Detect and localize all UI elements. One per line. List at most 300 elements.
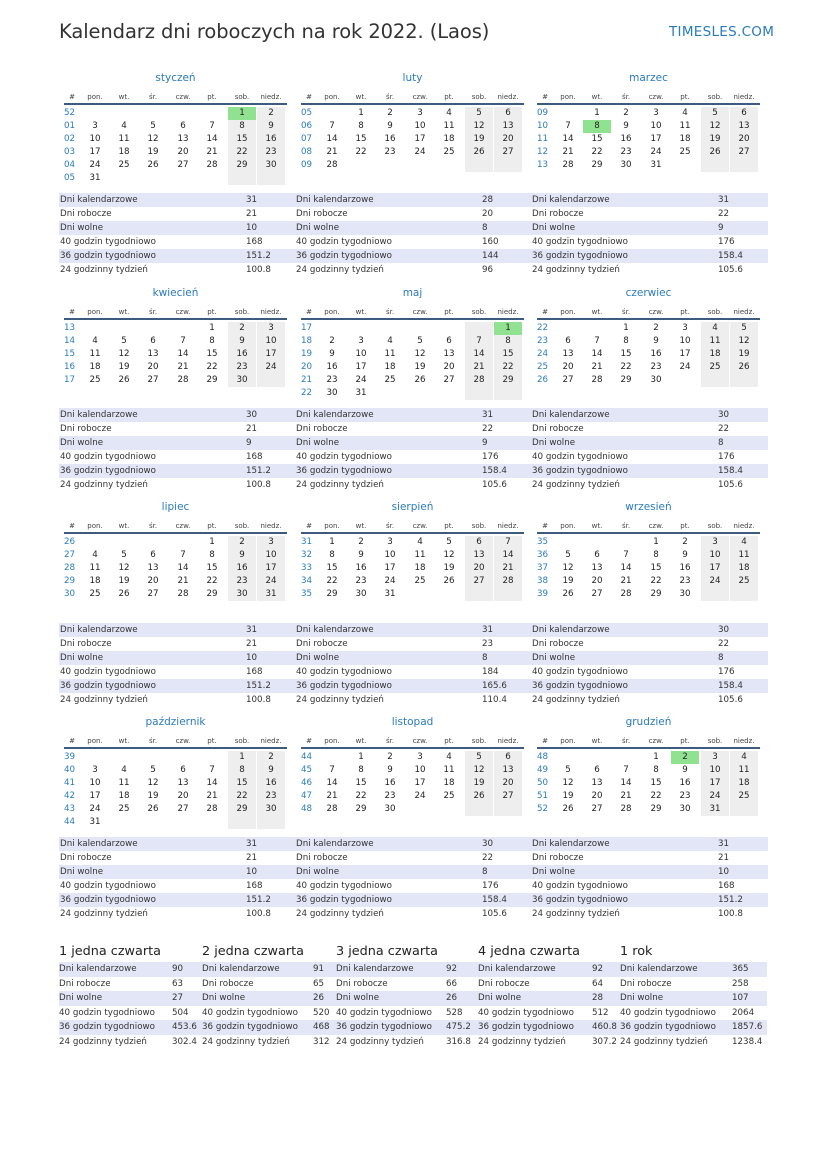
day-cell[interactable]: 6: [446, 336, 452, 346]
day-cell[interactable]: 11: [679, 121, 691, 131]
day-cell[interactable]: 4: [730, 536, 758, 549]
day-cell[interactable]: 24: [355, 375, 367, 385]
day-cell[interactable]: 21: [177, 576, 189, 586]
day-cell[interactable]: 4: [121, 765, 127, 775]
day-cell[interactable]: 5: [465, 751, 493, 764]
day-cell[interactable]: 26: [730, 361, 758, 374]
day-cell[interactable]: 3: [653, 108, 659, 118]
day-cell[interactable]: 21: [206, 791, 218, 801]
day-cell[interactable]: 2: [682, 537, 688, 547]
day-cell[interactable]: 25: [89, 589, 101, 599]
day-cell[interactable]: 29: [326, 589, 338, 599]
day-cell[interactable]: 27: [177, 160, 189, 170]
day-cell[interactable]: 28: [494, 575, 522, 588]
day-cell[interactable]: 4: [682, 108, 688, 118]
day-cell[interactable]: 30: [228, 588, 256, 601]
day-cell[interactable]: 22: [494, 361, 522, 374]
day-cell[interactable]: 20: [177, 791, 189, 801]
day-cell[interactable]: 24: [414, 147, 426, 157]
day-cell[interactable]: 24: [384, 576, 396, 586]
day-cell[interactable]: 28: [326, 804, 338, 814]
day-cell[interactable]: 21: [620, 576, 632, 586]
day-cell[interactable]: 21: [591, 362, 603, 372]
day-cell[interactable]: 23: [384, 147, 396, 157]
day-cell[interactable]: 9: [387, 121, 393, 131]
day-cell[interactable]: 5: [565, 765, 571, 775]
day-cell[interactable]: 28: [620, 589, 632, 599]
day-cell[interactable]: 21: [494, 562, 522, 575]
day-cell[interactable]: 19: [147, 147, 159, 157]
day-cell[interactable]: 17: [89, 147, 101, 157]
day-cell[interactable]: 13: [465, 549, 493, 562]
day-cell[interactable]: 1: [358, 108, 364, 118]
day-cell[interactable]: 14: [620, 778, 632, 788]
day-cell[interactable]: 11: [118, 134, 130, 144]
day-cell[interactable]: 1: [358, 752, 364, 762]
day-cell[interactable]: 24: [679, 362, 691, 372]
day-cell[interactable]: 13: [177, 134, 189, 144]
day-cell[interactable]: 14: [494, 549, 522, 562]
day-cell[interactable]: 26: [118, 375, 130, 385]
day-cell[interactable]: 31: [89, 817, 101, 827]
day-cell[interactable]: 11: [414, 550, 426, 560]
day-cell[interactable]: 8: [228, 120, 256, 133]
day-cell[interactable]: 25: [730, 575, 758, 588]
day-cell[interactable]: 14: [591, 349, 603, 359]
day-cell[interactable]: 20: [494, 133, 522, 146]
day-cell[interactable]: 6: [494, 751, 522, 764]
day-cell[interactable]: 20: [443, 362, 455, 372]
day-cell[interactable]: 25: [701, 361, 729, 374]
day-cell[interactable]: 19: [465, 777, 493, 790]
day-cell[interactable]: 18: [730, 777, 758, 790]
day-cell[interactable]: 25: [384, 375, 396, 385]
day-cell[interactable]: 6: [494, 107, 522, 120]
day-cell[interactable]: 12: [414, 349, 426, 359]
day-cell[interactable]: 11: [443, 765, 455, 775]
day-cell[interactable]: 31: [355, 388, 367, 398]
day-cell[interactable]: 22: [650, 791, 662, 801]
day-cell[interactable]: 2: [329, 336, 335, 346]
day-cell[interactable]: 22: [355, 791, 367, 801]
day-cell[interactable]: 8: [329, 550, 335, 560]
day-cell[interactable]: 21: [620, 791, 632, 801]
day-cell[interactable]: 19: [414, 362, 426, 372]
day-cell[interactable]: 15: [355, 778, 367, 788]
day-cell[interactable]: 21: [326, 147, 338, 157]
day-cell[interactable]: 26: [701, 146, 729, 159]
day-cell[interactable]: 1: [209, 323, 215, 333]
day-cell[interactable]: 10: [89, 778, 101, 788]
day-cell[interactable]: 8: [209, 550, 215, 560]
day-cell[interactable]: 15: [650, 778, 662, 788]
day-cell[interactable]: 2: [257, 107, 285, 120]
day-cell[interactable]: 9: [358, 550, 364, 560]
day-cell[interactable]: 23: [355, 576, 367, 586]
day-cell[interactable]: 2: [228, 322, 256, 335]
day-cell[interactable]: 10: [701, 764, 729, 777]
day-cell[interactable]: 30: [257, 159, 285, 172]
day-cell[interactable]: 24: [257, 575, 285, 588]
day-cell[interactable]: 6: [150, 550, 156, 560]
day-cell[interactable]: 3: [358, 336, 364, 346]
day-cell[interactable]: 8: [228, 764, 256, 777]
day-cell[interactable]: 1: [329, 537, 335, 547]
day-cell[interactable]: 4: [446, 108, 452, 118]
day-cell[interactable]: 18: [730, 562, 758, 575]
day-cell[interactable]: 23: [326, 375, 338, 385]
day-cell[interactable]: 26: [562, 804, 574, 814]
day-cell[interactable]: 27: [591, 589, 603, 599]
day-cell[interactable]: 28: [326, 160, 338, 170]
day-cell[interactable]: 4: [387, 336, 393, 346]
day-cell[interactable]: 21: [326, 791, 338, 801]
day-cell[interactable]: 9: [257, 764, 285, 777]
day-cell[interactable]: 13: [730, 120, 758, 133]
day-cell[interactable]: 3: [701, 536, 729, 549]
day-cell[interactable]: 27: [147, 589, 159, 599]
day-cell[interactable]: 31: [650, 160, 662, 170]
day-cell[interactable]: 26: [147, 804, 159, 814]
day-cell[interactable]: 16: [326, 362, 338, 372]
day-cell[interactable]: 12: [465, 120, 493, 133]
day-cell[interactable]: 14: [562, 134, 574, 144]
day-cell[interactable]: 12: [562, 563, 574, 573]
day-cell[interactable]: 14: [177, 563, 189, 573]
day-cell[interactable]: 17: [384, 563, 396, 573]
day-cell[interactable]: 26: [147, 160, 159, 170]
day-cell[interactable]: 19: [443, 563, 455, 573]
day-cell[interactable]: 13: [147, 349, 159, 359]
day-cell[interactable]: 10: [414, 765, 426, 775]
day-cell[interactable]: 5: [701, 107, 729, 120]
day-cell[interactable]: 27: [730, 146, 758, 159]
day-cell[interactable]: 18: [118, 147, 130, 157]
day-cell[interactable]: 4: [701, 322, 729, 335]
day-cell[interactable]: 4: [730, 751, 758, 764]
day-cell[interactable]: 24: [701, 575, 729, 588]
day-cell[interactable]: 6: [594, 765, 600, 775]
day-cell[interactable]: 19: [118, 576, 130, 586]
day-cell[interactable]: 10: [257, 549, 285, 562]
day-cell[interactable]: 7: [209, 121, 215, 131]
day-cell[interactable]: 7: [623, 550, 629, 560]
day-cell[interactable]: 28: [562, 160, 574, 170]
day-cell[interactable]: 17: [650, 134, 662, 144]
day-cell[interactable]: 14: [206, 134, 218, 144]
day-cell[interactable]: 17: [701, 562, 729, 575]
day-cell[interactable]: 23: [257, 790, 285, 803]
day-cell[interactable]: 1: [653, 752, 659, 762]
day-cell[interactable]: 4: [121, 121, 127, 131]
day-cell[interactable]: 14: [465, 348, 493, 361]
day-cell[interactable]: 5: [121, 336, 127, 346]
day-cell[interactable]: 30: [679, 804, 691, 814]
day-cell[interactable]: 15: [355, 134, 367, 144]
day-cell[interactable]: 29: [206, 589, 218, 599]
day-cell[interactable]: 6: [180, 121, 186, 131]
day-cell[interactable]: 10: [355, 349, 367, 359]
day-cell[interactable]: 18: [414, 563, 426, 573]
day-cell[interactable]: 17: [414, 778, 426, 788]
day-cell[interactable]: 10: [257, 335, 285, 348]
day-cell[interactable]: 13: [562, 349, 574, 359]
day-cell[interactable]: 23: [620, 147, 632, 157]
day-cell[interactable]: 9: [682, 765, 688, 775]
day-cell[interactable]: 22: [650, 576, 662, 586]
day-cell[interactable]: 26: [443, 576, 455, 586]
day-cell[interactable]: 7: [329, 121, 335, 131]
day-cell[interactable]: 8: [209, 336, 215, 346]
day-cell[interactable]: 1: [623, 323, 629, 333]
day-cell[interactable]: 8: [494, 335, 522, 348]
day-cell[interactable]: 6: [150, 336, 156, 346]
day-cell[interactable]: 2: [387, 108, 393, 118]
day-cell[interactable]: 22: [206, 362, 218, 372]
day-cell[interactable]: 11: [384, 349, 396, 359]
day-cell[interactable]: 17: [257, 348, 285, 361]
day-cell[interactable]: 11: [89, 349, 101, 359]
day-cell[interactable]: 9: [257, 120, 285, 133]
day-cell[interactable]: 12: [118, 563, 130, 573]
day-cell[interactable]: 19: [562, 576, 574, 586]
day-cell[interactable]: 31: [89, 173, 101, 183]
day-cell[interactable]: 22: [591, 147, 603, 157]
day-cell[interactable]: 30: [355, 589, 367, 599]
day-cell[interactable]: 1: [228, 751, 256, 764]
day-cell[interactable]: 17: [701, 777, 729, 790]
day-cell[interactable]: 23: [679, 576, 691, 586]
day-cell[interactable]: 29: [650, 804, 662, 814]
day-cell[interactable]: 5: [150, 121, 156, 131]
day-cell[interactable]: 10: [414, 121, 426, 131]
day-cell[interactable]: 4: [446, 752, 452, 762]
day-cell[interactable]: 29: [228, 159, 256, 172]
day-cell[interactable]: 6: [565, 336, 571, 346]
day-cell[interactable]: 3: [92, 765, 98, 775]
day-cell[interactable]: 17: [355, 362, 367, 372]
day-cell[interactable]: 25: [118, 804, 130, 814]
day-cell[interactable]: 2: [671, 751, 699, 764]
day-cell[interactable]: 18: [443, 778, 455, 788]
day-cell[interactable]: 10: [384, 550, 396, 560]
day-cell[interactable]: 16: [620, 134, 632, 144]
day-cell[interactable]: 23: [650, 362, 662, 372]
day-cell[interactable]: 5: [121, 550, 127, 560]
day-cell[interactable]: 5: [465, 107, 493, 120]
day-cell[interactable]: 30: [679, 589, 691, 599]
brand-link[interactable]: TIMESLES.COM: [669, 24, 775, 40]
day-cell[interactable]: 1: [594, 108, 600, 118]
day-cell[interactable]: 30: [326, 388, 338, 398]
day-cell[interactable]: 12: [147, 134, 159, 144]
day-cell[interactable]: 7: [594, 336, 600, 346]
day-cell[interactable]: 4: [92, 336, 98, 346]
day-cell[interactable]: 28: [206, 160, 218, 170]
day-cell[interactable]: 28: [206, 804, 218, 814]
day-cell[interactable]: 31: [257, 588, 285, 601]
day-cell[interactable]: 9: [623, 121, 629, 131]
day-cell[interactable]: 27: [562, 375, 574, 385]
day-cell[interactable]: 11: [730, 764, 758, 777]
day-cell[interactable]: 1: [653, 537, 659, 547]
day-cell[interactable]: 3: [417, 752, 423, 762]
day-cell[interactable]: 8: [583, 120, 611, 133]
day-cell[interactable]: 12: [443, 550, 455, 560]
day-cell[interactable]: 26: [465, 146, 493, 159]
day-cell[interactable]: 18: [679, 134, 691, 144]
day-cell[interactable]: 20: [591, 576, 603, 586]
day-cell[interactable]: 6: [180, 765, 186, 775]
day-cell[interactable]: 24: [414, 791, 426, 801]
day-cell[interactable]: 25: [414, 576, 426, 586]
day-cell[interactable]: 14: [326, 778, 338, 788]
day-cell[interactable]: 13: [591, 563, 603, 573]
day-cell[interactable]: 27: [443, 375, 455, 385]
day-cell[interactable]: 23: [228, 361, 256, 374]
day-cell[interactable]: 23: [679, 791, 691, 801]
day-cell[interactable]: 24: [257, 361, 285, 374]
day-cell[interactable]: 3: [701, 751, 729, 764]
day-cell[interactable]: 23: [228, 575, 256, 588]
day-cell[interactable]: 22: [620, 362, 632, 372]
day-cell[interactable]: 13: [494, 120, 522, 133]
day-cell[interactable]: 18: [443, 134, 455, 144]
day-cell[interactable]: 14: [326, 134, 338, 144]
day-cell[interactable]: 3: [257, 322, 285, 335]
day-cell[interactable]: 20: [465, 562, 493, 575]
day-cell[interactable]: 4: [92, 550, 98, 560]
day-cell[interactable]: 8: [623, 336, 629, 346]
day-cell[interactable]: 20: [177, 147, 189, 157]
day-cell[interactable]: 23: [257, 146, 285, 159]
day-cell[interactable]: 7: [623, 765, 629, 775]
day-cell[interactable]: 16: [650, 349, 662, 359]
day-cell[interactable]: 6: [730, 107, 758, 120]
day-cell[interactable]: 15: [228, 777, 256, 790]
day-cell[interactable]: 12: [147, 778, 159, 788]
day-cell[interactable]: 6: [465, 536, 493, 549]
day-cell[interactable]: 30: [228, 374, 256, 387]
day-cell[interactable]: 3: [92, 121, 98, 131]
day-cell[interactable]: 5: [730, 322, 758, 335]
day-cell[interactable]: 6: [594, 550, 600, 560]
day-cell[interactable]: 29: [494, 374, 522, 387]
day-cell[interactable]: 11: [701, 335, 729, 348]
day-cell[interactable]: 14: [206, 778, 218, 788]
day-cell[interactable]: 4: [417, 537, 423, 547]
day-cell[interactable]: 19: [118, 362, 130, 372]
day-cell[interactable]: 21: [206, 147, 218, 157]
day-cell[interactable]: 14: [177, 349, 189, 359]
day-cell[interactable]: 16: [679, 778, 691, 788]
day-cell[interactable]: 18: [701, 348, 729, 361]
day-cell[interactable]: 16: [257, 777, 285, 790]
day-cell[interactable]: 15: [228, 133, 256, 146]
day-cell[interactable]: 27: [465, 575, 493, 588]
day-cell[interactable]: 20: [591, 791, 603, 801]
day-cell[interactable]: 22: [206, 576, 218, 586]
day-cell[interactable]: 9: [682, 550, 688, 560]
day-cell[interactable]: 7: [180, 336, 186, 346]
day-cell[interactable]: 30: [257, 803, 285, 816]
day-cell[interactable]: 27: [177, 804, 189, 814]
day-cell[interactable]: 9: [329, 349, 335, 359]
day-cell[interactable]: 15: [206, 349, 218, 359]
day-cell[interactable]: 19: [465, 133, 493, 146]
day-cell[interactable]: 25: [679, 147, 691, 157]
day-cell[interactable]: 19: [147, 791, 159, 801]
day-cell[interactable]: 13: [591, 778, 603, 788]
day-cell[interactable]: 16: [679, 563, 691, 573]
day-cell[interactable]: 28: [465, 374, 493, 387]
day-cell[interactable]: 24: [89, 160, 101, 170]
day-cell[interactable]: 11: [118, 778, 130, 788]
day-cell[interactable]: 9: [228, 549, 256, 562]
day-cell[interactable]: 22: [355, 147, 367, 157]
day-cell[interactable]: 13: [494, 764, 522, 777]
day-cell[interactable]: 5: [150, 765, 156, 775]
day-cell[interactable]: 2: [228, 536, 256, 549]
day-cell[interactable]: 3: [257, 536, 285, 549]
day-cell[interactable]: 8: [653, 765, 659, 775]
day-cell[interactable]: 8: [358, 765, 364, 775]
day-cell[interactable]: 15: [620, 349, 632, 359]
day-cell[interactable]: 21: [562, 147, 574, 157]
day-cell[interactable]: 17: [414, 134, 426, 144]
day-cell[interactable]: 29: [355, 804, 367, 814]
day-cell[interactable]: 7: [465, 335, 493, 348]
day-cell[interactable]: 26: [414, 375, 426, 385]
day-cell[interactable]: 27: [591, 804, 603, 814]
day-cell[interactable]: 11: [89, 563, 101, 573]
day-cell[interactable]: 18: [89, 362, 101, 372]
day-cell[interactable]: 8: [653, 550, 659, 560]
day-cell[interactable]: 13: [147, 563, 159, 573]
day-cell[interactable]: 29: [228, 803, 256, 816]
day-cell[interactable]: 5: [417, 336, 423, 346]
day-cell[interactable]: 18: [118, 791, 130, 801]
day-cell[interactable]: 31: [384, 589, 396, 599]
day-cell[interactable]: 2: [653, 323, 659, 333]
day-cell[interactable]: 24: [650, 147, 662, 157]
day-cell[interactable]: 26: [465, 790, 493, 803]
day-cell[interactable]: 26: [118, 589, 130, 599]
day-cell[interactable]: 7: [565, 121, 571, 131]
day-cell[interactable]: 22: [326, 576, 338, 586]
day-cell[interactable]: 13: [177, 778, 189, 788]
day-cell[interactable]: 1: [209, 537, 215, 547]
day-cell[interactable]: 16: [257, 133, 285, 146]
day-cell[interactable]: 10: [679, 336, 691, 346]
day-cell[interactable]: 13: [443, 349, 455, 359]
day-cell[interactable]: 1: [494, 322, 522, 335]
day-cell[interactable]: 25: [89, 375, 101, 385]
day-cell[interactable]: 7: [180, 550, 186, 560]
day-cell[interactable]: 25: [443, 147, 455, 157]
day-cell[interactable]: 16: [384, 778, 396, 788]
day-cell[interactable]: 1: [228, 107, 256, 120]
day-cell[interactable]: 21: [465, 361, 493, 374]
day-cell[interactable]: 9: [387, 765, 393, 775]
day-cell[interactable]: 21: [177, 362, 189, 372]
day-cell[interactable]: 9: [228, 335, 256, 348]
day-cell[interactable]: 15: [206, 563, 218, 573]
day-cell[interactable]: 27: [494, 790, 522, 803]
day-cell[interactable]: 11: [443, 121, 455, 131]
day-cell[interactable]: 12: [465, 764, 493, 777]
day-cell[interactable]: 20: [147, 362, 159, 372]
